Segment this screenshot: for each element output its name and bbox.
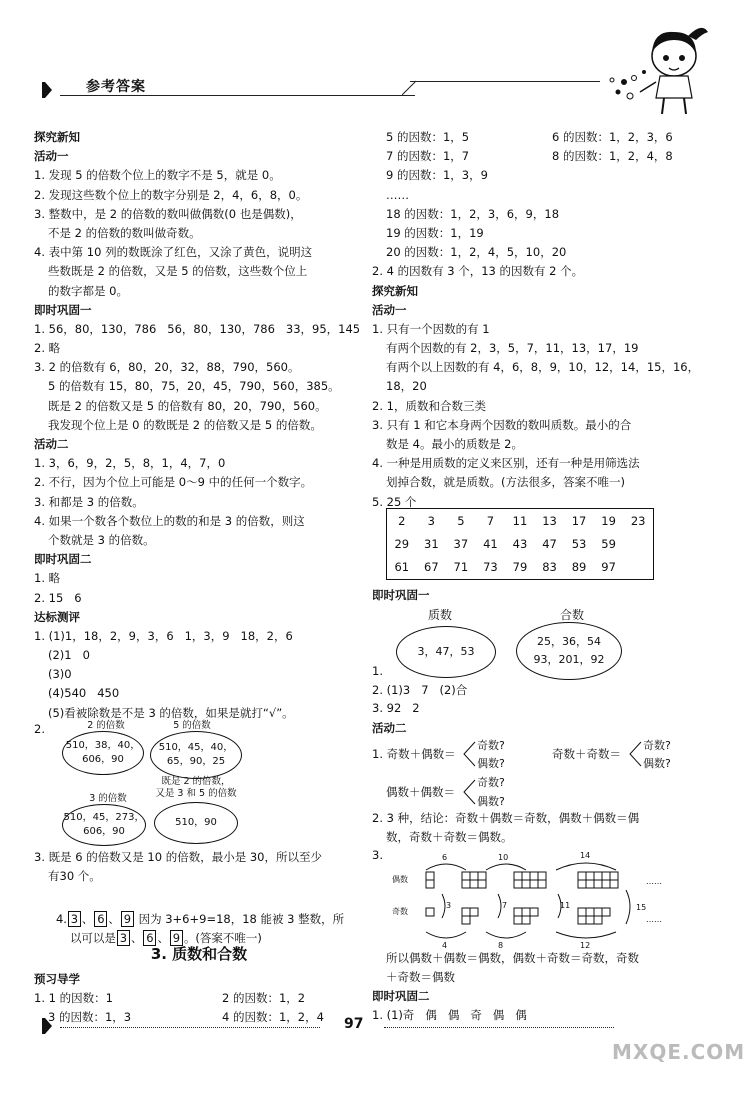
prime-cell: 2 [398, 513, 406, 528]
right-line-8: 1. 只有一个因数的有 1 [372, 321, 490, 336]
right-line-17: 5. 25 个 [372, 494, 417, 509]
diagram-even-label: 偶数 [392, 875, 408, 884]
prime-cell: 37 [453, 536, 469, 551]
prime-table [386, 508, 654, 580]
left-after-line-1: 有30 个。 [48, 869, 101, 884]
conclusion-line-2: 数，奇数＋奇数＝偶数。 [386, 830, 513, 844]
diagram-side-11: 11 [560, 901, 571, 910]
prime-ellipse: 3，47，53 [396, 626, 496, 678]
prime-cell: 23 [630, 513, 646, 528]
footer-rule-right [384, 1027, 614, 1028]
left-line-0: 探究新知 [34, 130, 80, 144]
q4-box-2: 6 [94, 911, 107, 927]
left-line-16: 活动二 [34, 437, 69, 451]
page-number: 97 [344, 1016, 364, 1032]
q4-prefix: 4. [55, 912, 67, 926]
eq2-top: 奇数? [643, 739, 671, 752]
left-line-23: 1. 略 [34, 571, 61, 586]
consolidate1-title: 即时巩固一 [372, 588, 430, 602]
left-line-1: 活动一 [34, 149, 69, 164]
factor-7: 7 的因数：1，7 [386, 149, 470, 164]
prime-cell-empty [623, 532, 653, 555]
ellipse-label-multiples-of-2: 2 的倍数 [87, 720, 125, 731]
right-line-1: …… [386, 187, 409, 202]
factor-row-2 [372, 147, 702, 166]
watermark: MXQE.COM [612, 1040, 746, 1064]
prime-cell: 73 [483, 560, 498, 575]
prime-cell: 83 [542, 560, 557, 575]
prime-cell: 29 [394, 536, 410, 551]
right-line-2: 18 的因数：1，2，3，6，9，18 [386, 206, 560, 221]
diagram-side-15: 15 [636, 903, 647, 912]
eq2-fork [628, 740, 642, 768]
left-line-10: 1. 56，80，130，786 56，80，130，786 33，95，145 [34, 321, 361, 336]
left-line-11: 2. 略 [34, 341, 61, 356]
prime-grid [387, 509, 653, 579]
factor-5: 5 的因数：1，5 [386, 130, 470, 144]
prime-cell: 89 [571, 560, 587, 575]
q4-box-5: 6 [143, 930, 156, 946]
prime-cell: 79 [512, 560, 528, 575]
left-line-15: 我发现个位上是 0 的数既是 2 的倍数又是 5 的倍数。 [48, 417, 322, 432]
section-title: 3. 质数和合数 [150, 945, 248, 963]
ellipse-multiples-of-2-3-5: 510，90 [154, 802, 238, 844]
q4-box-1: 3 [68, 911, 81, 927]
left-column [34, 128, 362, 723]
left-line-30: (5)看被除数是不是 3 的倍数，如果是就打“√”。 [48, 705, 294, 720]
left-line-9: 即时巩固一 [34, 302, 92, 317]
c1-q3: 3. 92 2 [372, 701, 420, 715]
left-line-12: 3. 2 的倍数有 6，80，20，32，88，790，560。 [34, 360, 300, 375]
preview-row-1-b: 2 的因数：1，2 [222, 991, 306, 1006]
prime-cell: 59 [601, 536, 616, 551]
q4-text: 因为 3+6+9=18，18 能被 3 整数，所 [134, 912, 345, 926]
diagram-bottom-8: 8 [498, 941, 504, 950]
prime-cell: 67 [424, 560, 439, 575]
left-line-26: 1. (1)1，18，2，9，3，6 1，3，9 18，2，6 [34, 628, 293, 643]
right-line-15: 4. 一种是用质数的定义来区别，还有一种是用筛选法 [372, 456, 640, 471]
factor-8: 8 的因数：1，2，4，8 [552, 149, 673, 164]
left-line-4: 3. 整数中，是 2 的倍数的数叫做偶数(0 也是偶数)， [34, 206, 302, 221]
prime-row [387, 556, 653, 579]
prime-cell: 7 [486, 513, 495, 528]
ellipse-label-multiples-of-3: 3 的倍数 [89, 793, 127, 804]
factor-6: 6 的因数：1，2，3，6 [552, 130, 673, 144]
right-line-12: 2. 1，质数和合数三类 [372, 398, 486, 413]
consolidate2-line: 1. (1)奇 偶 偶 奇 偶 偶 [372, 1008, 527, 1022]
preview-row-1-a: 1. 1 的因数：1 [34, 991, 113, 1006]
diagram-bottom-4: 4 [442, 941, 448, 950]
diagram-top-6: 6 [442, 853, 448, 862]
right-line-3: 19 的因数：1，19 [386, 225, 484, 240]
diagram-bottom-12: 12 [580, 941, 591, 950]
q4-line2b: 。(答案不唯一) [183, 931, 262, 946]
right-line-5: 2. 4 的因数有 3 个，13 的因数有 2 个。 [372, 264, 584, 279]
prime-cell: 17 [571, 513, 587, 528]
ellipse-multiples-of-5: 510，45，40， 65，90，25 [150, 731, 242, 779]
right-line-14: 数是 4。最小的质数是 2。 [386, 437, 523, 451]
q4-block: 4. 3 、 6 、 9 因为 3+6+9=18，18 能被 3 整数，所 以可以是 3 、 6 、 9 。(答案不唯一) [55, 912, 345, 946]
preview-row-1 [34, 989, 364, 1008]
final-line-2: ＋奇数＝偶数 [386, 970, 455, 984]
right-line-4: 20 的因数：1，2，4，5，10，20 [386, 245, 567, 260]
eq1-left: 1. 奇数＋偶数＝ [372, 747, 456, 761]
prime-cell: 3 [427, 513, 435, 528]
preview-row-2-b: 4 的因数：1，2，4 [222, 1010, 324, 1025]
right-line-6: 探究新知 [372, 283, 418, 298]
ellipse-multiples-of-3: 510，45，273， 606，90 [62, 804, 146, 846]
header-tab-mark [42, 82, 52, 98]
eq3-top: 奇数? [477, 776, 505, 789]
left-line-20: 4. 如果一个数各个数位上的数的和是 3 的倍数，则这 [34, 513, 305, 528]
prime-cell: 13 [542, 513, 557, 528]
eq3-bot: 偶数? [477, 795, 505, 808]
prime-cell: 47 [542, 536, 557, 551]
conclusion-line-1: 2. 3 种，结论：奇数＋偶数＝奇数，偶数＋偶数＝偶 [372, 811, 640, 825]
diagram-dots-1: …… [646, 877, 662, 886]
prime-cell-empty [623, 556, 653, 579]
diagram-odd-label: 奇数 [392, 907, 408, 916]
header-title: 参考答案 [86, 79, 146, 95]
composite-ellipse: 25，36，54 93，201，92 [516, 622, 622, 680]
prime-cell: 97 [601, 560, 616, 575]
q4-box-4: 3 [117, 930, 130, 946]
prime-cell: 61 [394, 560, 410, 575]
diagram-top-10: 10 [498, 853, 509, 862]
left-line-29: (4)540 450 [48, 686, 120, 701]
preview-row-2-a: 3 的因数：1，3 [48, 1010, 132, 1025]
left-line-19: 3. 和都是 3 的倍数。 [34, 494, 144, 509]
right-line-13: 3. 只有 1 和它本身两个因数的数叫质数。最小的合 [372, 417, 632, 432]
left-after-line-0: 3. 既是 6 的倍数又是 10 的倍数，最小是 30，所以至少 [34, 850, 322, 864]
prime-cell: 11 [512, 513, 528, 528]
activity2-q3: 3. [372, 848, 383, 862]
q4-line2a: 以可以是 [69, 931, 116, 946]
right-line-7: 活动一 [372, 302, 407, 317]
diagram-top-14: 14 [580, 851, 591, 860]
composite-label: 合数 [560, 608, 585, 622]
right-line-9: 有两个因数的有 2，3，5，7，11，13，17，19 [386, 341, 639, 356]
prime-cell: 53 [571, 536, 587, 551]
right-line-11: 18，20 [386, 379, 427, 394]
header-rule-upper [410, 81, 600, 82]
c1-q2: 2. (1)3 7 (2)合 [372, 683, 468, 697]
activity2-title: 活动二 [372, 721, 407, 735]
mascot-girl-illustration [604, 18, 714, 118]
diagram-side-3: 3 [446, 901, 452, 910]
q4-box-6: 9 [170, 930, 183, 946]
q2-label: 2. [34, 722, 45, 736]
left-line-2: 1. 发现 5 的倍数个位上的数字不是 5，就是 0。 [34, 168, 281, 183]
left-line-25: 达标测评 [34, 609, 80, 624]
consolidate2-title: 即时巩固二 [372, 989, 430, 1003]
prime-row [387, 509, 653, 532]
prime-cell: 19 [601, 513, 616, 528]
left-line-7: 些数既是 2 的倍数，又是 5 的倍数，这些数个位上 [48, 264, 308, 279]
final-line-1: 所以偶数＋偶数＝偶数，偶数＋奇数＝奇数，奇数 [386, 951, 639, 965]
left-line-5: 不是 2 的倍数的数叫做奇数。 [48, 225, 201, 240]
eq1-fork [462, 740, 476, 768]
header-rule-lower [60, 95, 415, 96]
prime-cell: 71 [453, 560, 469, 575]
preview-title: 预习导学 [34, 972, 80, 986]
prime-cell: 43 [512, 536, 528, 551]
factor-row-1 [372, 128, 702, 147]
right-line-0: 9 的因数：1，3，9 [386, 168, 488, 183]
prime-label: 质数 [428, 608, 453, 622]
eq2-bot: 偶数? [643, 757, 671, 770]
footer-rule-left [60, 1027, 320, 1028]
c1-q1: 1. [372, 664, 383, 678]
odd-even-block-diagram [386, 850, 686, 950]
header-rule-slant [402, 80, 418, 96]
left-after-ellipses [34, 848, 362, 886]
eq3-left: 偶数＋偶数＝ [386, 785, 455, 799]
ellipse-multiples-of-2: 510，38，40， 606，90 [62, 731, 144, 775]
diagram-dots-2: …… [646, 915, 662, 924]
ellipse-label-multiples-of-5: 5 的倍数 [173, 720, 211, 731]
left-line-17: 1. 3，6，9，2，5，8，1，4，7，0 [34, 456, 226, 471]
left-line-14: 既是 2 的倍数又是 5 的倍数有 80，20，790，560。 [48, 398, 327, 413]
left-line-13: 5 的倍数有 15，80，75，20，45，790，560，385。 [48, 379, 340, 394]
preview-block [34, 970, 364, 1028]
eq3-fork [462, 778, 476, 806]
prime-cell: 5 [457, 513, 465, 528]
right-line-10: 有两个以上因数的有 4，6，8，9，10，12，14，15，16， [386, 360, 700, 375]
left-line-24: 2. 15 6 [34, 590, 82, 605]
prime-cell: 31 [424, 536, 439, 551]
left-line-27: (2)1 0 [48, 648, 90, 663]
preview-row-2 [34, 1008, 364, 1027]
eq2-left: 奇数＋奇数＝ [552, 747, 621, 761]
footer-tab-mark [42, 1018, 52, 1034]
diagram-side-7: 7 [502, 901, 508, 910]
left-line-18: 2. 不行，因为个位上可能是 0～9 中的任何一个数字。 [34, 475, 313, 490]
eq1-bot: 偶数? [477, 757, 505, 770]
q4-box-3: 9 [121, 911, 134, 927]
ellipse-label-multiples-of-2-3-5: 既是 2 的倍数， 又是 3 和 5 的倍数 [155, 776, 237, 799]
left-line-8: 的数字都是 0。 [48, 283, 128, 298]
right-line-16: 划掉合数，就是质数。(方法很多，答案不唯一) [386, 475, 625, 490]
left-line-3: 2. 发现这些数个位上的数字分别是 2，4，6，8，0。 [34, 187, 308, 202]
right-column [372, 128, 702, 512]
prime-row [387, 532, 653, 555]
left-line-6: 4. 表中第 10 列的数既涂了红色，又涂了黄色，说明这 [34, 245, 313, 260]
left-line-28: (3)0 [48, 667, 72, 682]
eq1-top: 奇数? [477, 739, 505, 752]
prime-cell: 41 [483, 536, 498, 551]
left-line-22: 即时巩固二 [34, 552, 92, 567]
left-line-21: 个数就是 3 的倍数。 [48, 532, 155, 547]
